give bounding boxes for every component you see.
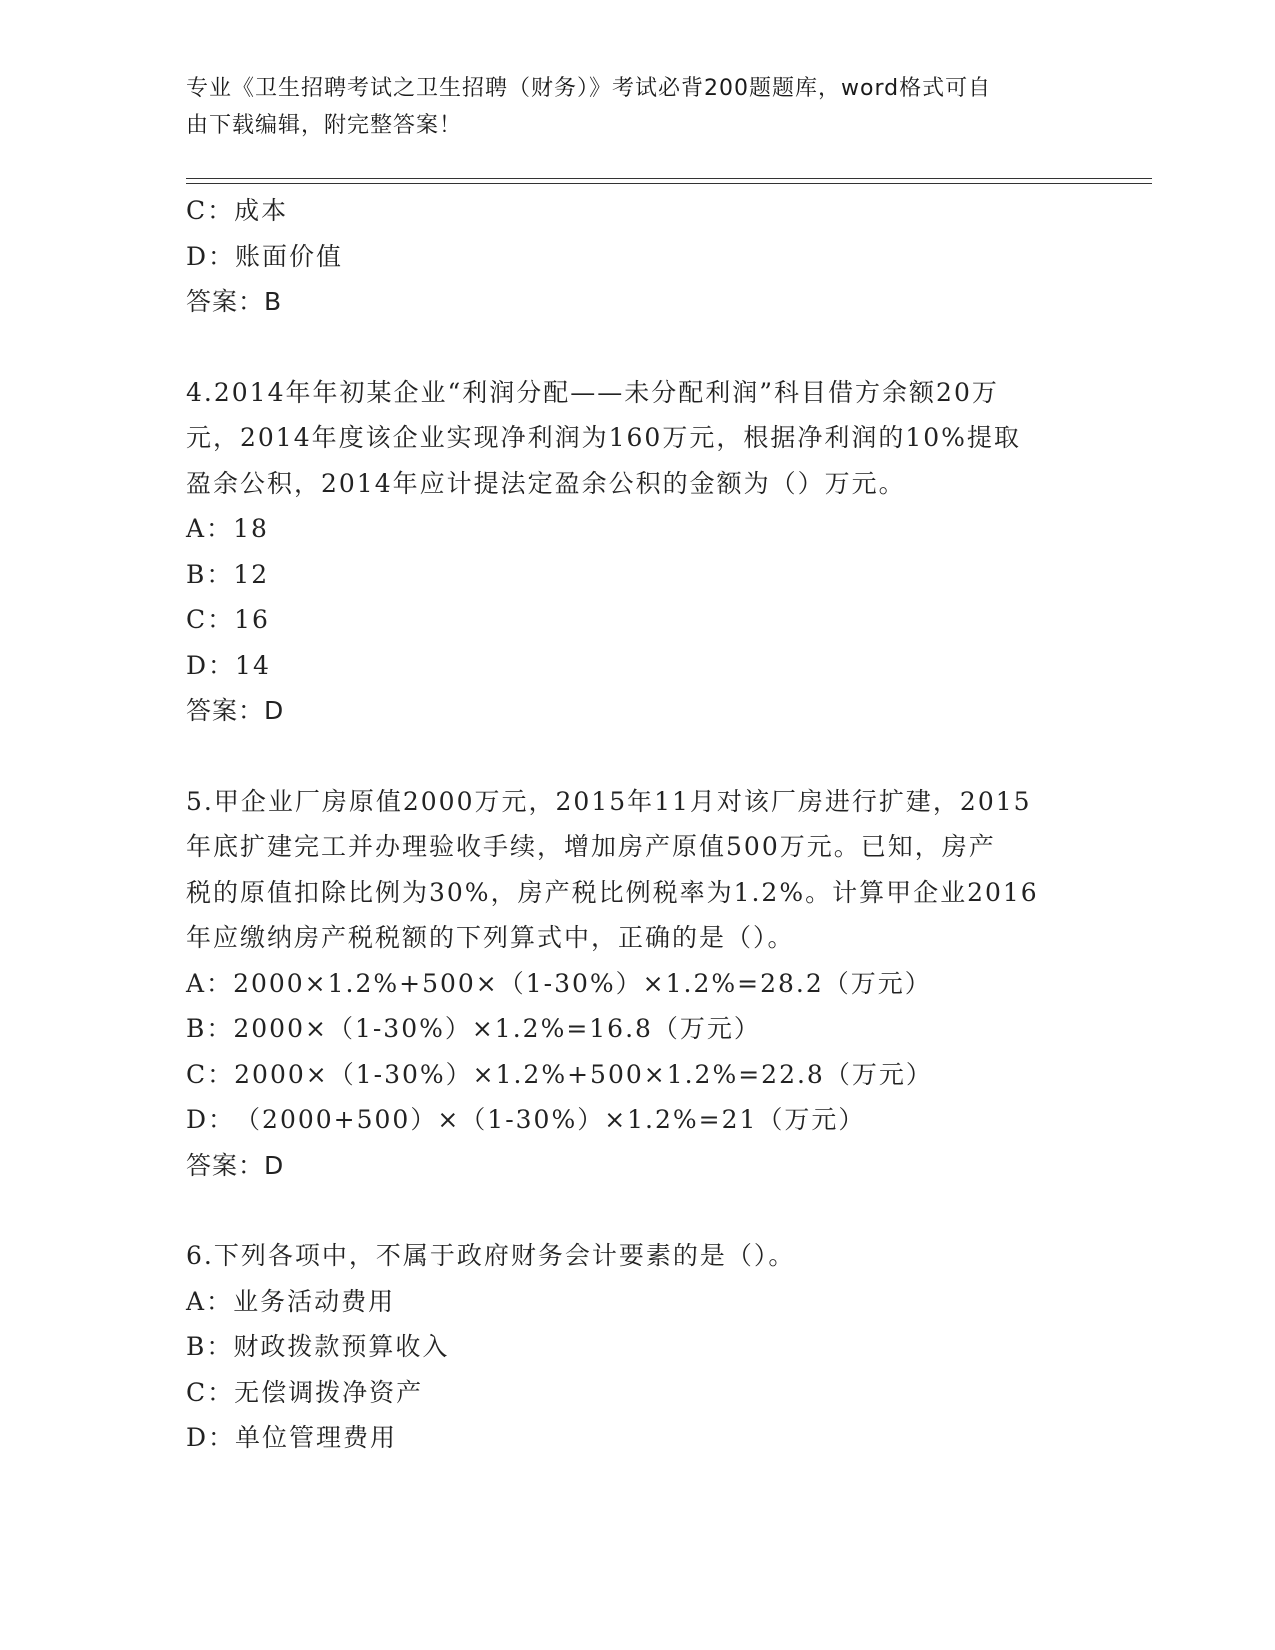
option-d bbox=[186, 1415, 1086, 1461]
document-header bbox=[186, 70, 1066, 144]
question-stem-line: 元，2014年度该企业实现净利润为160万元，根据净利润的10%提取 bbox=[186, 423, 1021, 452]
question-4 bbox=[186, 370, 1086, 734]
option-text: 18 bbox=[233, 514, 269, 543]
option-d bbox=[186, 643, 1086, 689]
option-key: B： bbox=[186, 1014, 234, 1043]
question-5 bbox=[186, 779, 1086, 1189]
question-stem-line: 年底扩建完工并办理验收手续，增加房产原值500万元。已知，房产 bbox=[186, 832, 996, 861]
option-text: 14 bbox=[235, 650, 271, 680]
question-stem-line: 税的原值扣除比例为30%，房产税比例税率为1.2%。计算甲企业2016 bbox=[186, 877, 1039, 907]
option-text: 2000×（1-30%）×1.2%=16.8（万元） bbox=[233, 1014, 761, 1043]
option-key: B： bbox=[186, 559, 234, 589]
header-divider-bottom bbox=[186, 183, 1152, 184]
option-b bbox=[186, 552, 1086, 598]
option-text: 无偿调拨净资产 bbox=[234, 1377, 424, 1407]
header-divider-top bbox=[186, 178, 1152, 179]
option-d bbox=[186, 1097, 1086, 1143]
option-key: D： bbox=[186, 1105, 236, 1134]
option-key: A： bbox=[186, 968, 234, 998]
question-content bbox=[186, 188, 1086, 1461]
option-text: 成本 bbox=[234, 196, 289, 225]
option-key: C： bbox=[186, 196, 235, 225]
option-text: 16 bbox=[234, 605, 270, 634]
option-a bbox=[186, 506, 1086, 552]
option-c bbox=[186, 597, 1086, 643]
question-stem-line: 盈余公积，2014年应计提法定盈余公积的金额为（）万元。 bbox=[186, 468, 906, 498]
option-a bbox=[186, 1279, 1086, 1325]
option-text: 2000×1.2%+500×（1-30%）×1.2%=28.2（万元） bbox=[233, 968, 932, 998]
spacer bbox=[186, 1188, 1086, 1233]
question-stem-line: 年应缴纳房产税税额的下列算式中，正确的是（）。 bbox=[186, 923, 795, 952]
option-key: C： bbox=[186, 1377, 235, 1407]
question-6 bbox=[186, 1233, 1086, 1461]
option-text: （2000+500）×（1-30%）×1.2%=21（万元） bbox=[235, 1105, 866, 1134]
option-d bbox=[186, 234, 1086, 280]
option-c bbox=[186, 188, 1086, 234]
question-stem-line: 5.甲企业厂房原值2000万元，2015年11月对该厂房进行扩建，2015 bbox=[186, 786, 1032, 816]
option-text: 财政拨款预算收入 bbox=[233, 1332, 450, 1361]
option-text: 业务活动费用 bbox=[233, 1286, 396, 1316]
option-key: C： bbox=[186, 605, 235, 634]
option-c bbox=[186, 1370, 1086, 1416]
question-stem-line: 4.2014年年初某企业“利润分配——未分配利润”科目借方余额20万 bbox=[186, 377, 999, 407]
answer-line: 答案：B bbox=[186, 287, 283, 316]
question-stem-line: 6.下列各项中，不属于政府财务会计要素的是（）。 bbox=[186, 1241, 796, 1270]
spacer bbox=[186, 325, 1086, 370]
option-key: C： bbox=[186, 1059, 235, 1089]
header-line-2: 由下载编辑，附完整答案！ bbox=[186, 113, 463, 138]
question-3-tail bbox=[186, 188, 1086, 325]
option-text: 12 bbox=[233, 559, 270, 589]
option-key: D： bbox=[186, 650, 236, 680]
option-key: A： bbox=[186, 1286, 234, 1316]
answer-line: 答案：D bbox=[186, 696, 285, 725]
option-key: D： bbox=[186, 241, 236, 271]
option-a bbox=[186, 961, 1086, 1007]
header-line-1: 专业《卫生招聘考试之卫生招聘（财务）》考试必背200题题库，word格式可自 bbox=[186, 76, 992, 101]
option-c bbox=[186, 1052, 1086, 1098]
option-b bbox=[186, 1006, 1086, 1052]
option-key: D： bbox=[186, 1423, 236, 1452]
option-text: 2000×（1-30%）×1.2%+500×1.2%=22.8（万元） bbox=[234, 1059, 933, 1089]
option-key: B： bbox=[186, 1332, 234, 1361]
answer-line: 答案：D bbox=[186, 1150, 285, 1180]
option-text: 单位管理费用 bbox=[235, 1423, 398, 1452]
option-text: 账面价值 bbox=[235, 241, 344, 271]
option-b bbox=[186, 1324, 1086, 1370]
option-key: A： bbox=[186, 514, 234, 543]
spacer bbox=[186, 734, 1086, 779]
